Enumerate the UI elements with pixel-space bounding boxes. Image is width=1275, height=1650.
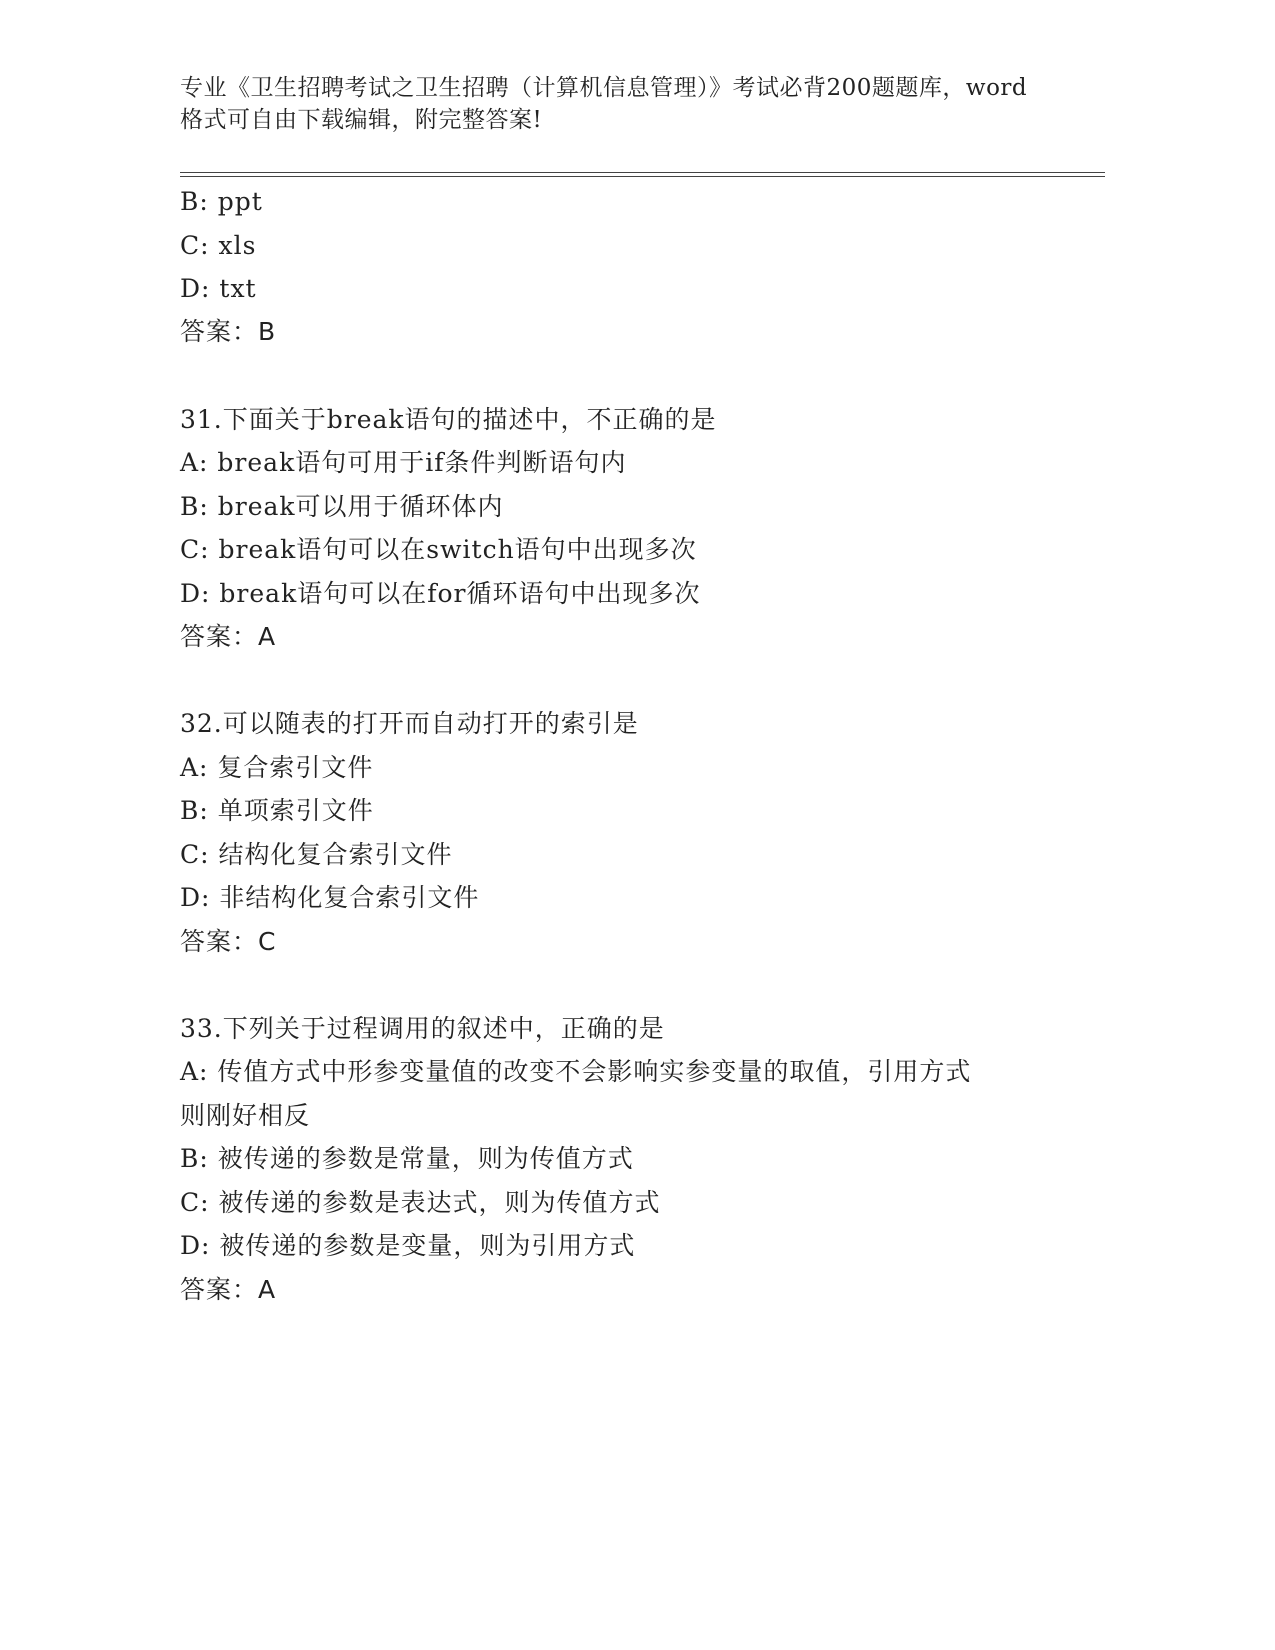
header-line-1: 专业《卫生招聘考试之卫生招聘（计算机信息管理）》考试必背200题题库，word: [180, 75, 1028, 101]
question-31-option-d: D: break语句可以在for循环语句中出现多次: [180, 579, 701, 608]
question-31-option-b: B: break可以用于循环体内: [180, 492, 504, 521]
question-31-title: 31.下面关于break语句的描述中，不正确的是: [180, 405, 717, 434]
prev-answer: 答案：B: [180, 317, 277, 346]
question-31-answer: 答案：A: [180, 622, 277, 651]
question-31-option-a: A: break语句可用于if条件判断语句内: [180, 448, 627, 477]
prev-option-c: C: xls: [180, 231, 257, 260]
question-33-option-b: B: 被传递的参数是常量，则为传值方式: [180, 1144, 634, 1173]
question-33-option-d: D: 被传递的参数是变量，则为引用方式: [180, 1231, 636, 1260]
question-33-title: 33.下列关于过程调用的叙述中，正确的是: [180, 1014, 665, 1043]
question-32-answer: 答案：C: [180, 927, 277, 956]
header-line-2: 格式可自由下载编辑，附完整答案!: [180, 107, 543, 133]
prev-option-d: D: txt: [180, 274, 257, 303]
question-32-option-d: D: 非结构化复合索引文件: [180, 883, 480, 912]
question-32-option-a: A: 复合索引文件: [180, 753, 374, 782]
question-32-option-b: B: 单项索引文件: [180, 796, 374, 825]
question-32-option-c: C: 结构化复合索引文件: [180, 840, 453, 869]
question-32-title: 32.可以随表的打开而自动打开的索引是: [180, 709, 639, 738]
question-31-option-c: C: break语句可以在switch语句中出现多次: [180, 535, 697, 564]
prev-option-b: B: ppt: [180, 187, 263, 216]
header-divider-bottom: [180, 176, 1105, 177]
question-33-option-c: C: 被传递的参数是表达式，则为传值方式: [180, 1188, 661, 1217]
question-33-option-a: A: 传值方式中形参变量值的改变不会影响实参变量的取值，引用方式: [180, 1057, 972, 1086]
header-divider-top: [180, 172, 1105, 173]
document-header: [180, 72, 1060, 136]
question-33-answer: 答案：A: [180, 1275, 277, 1304]
question-33-option-a-continued: 则刚好相反: [180, 1101, 311, 1130]
